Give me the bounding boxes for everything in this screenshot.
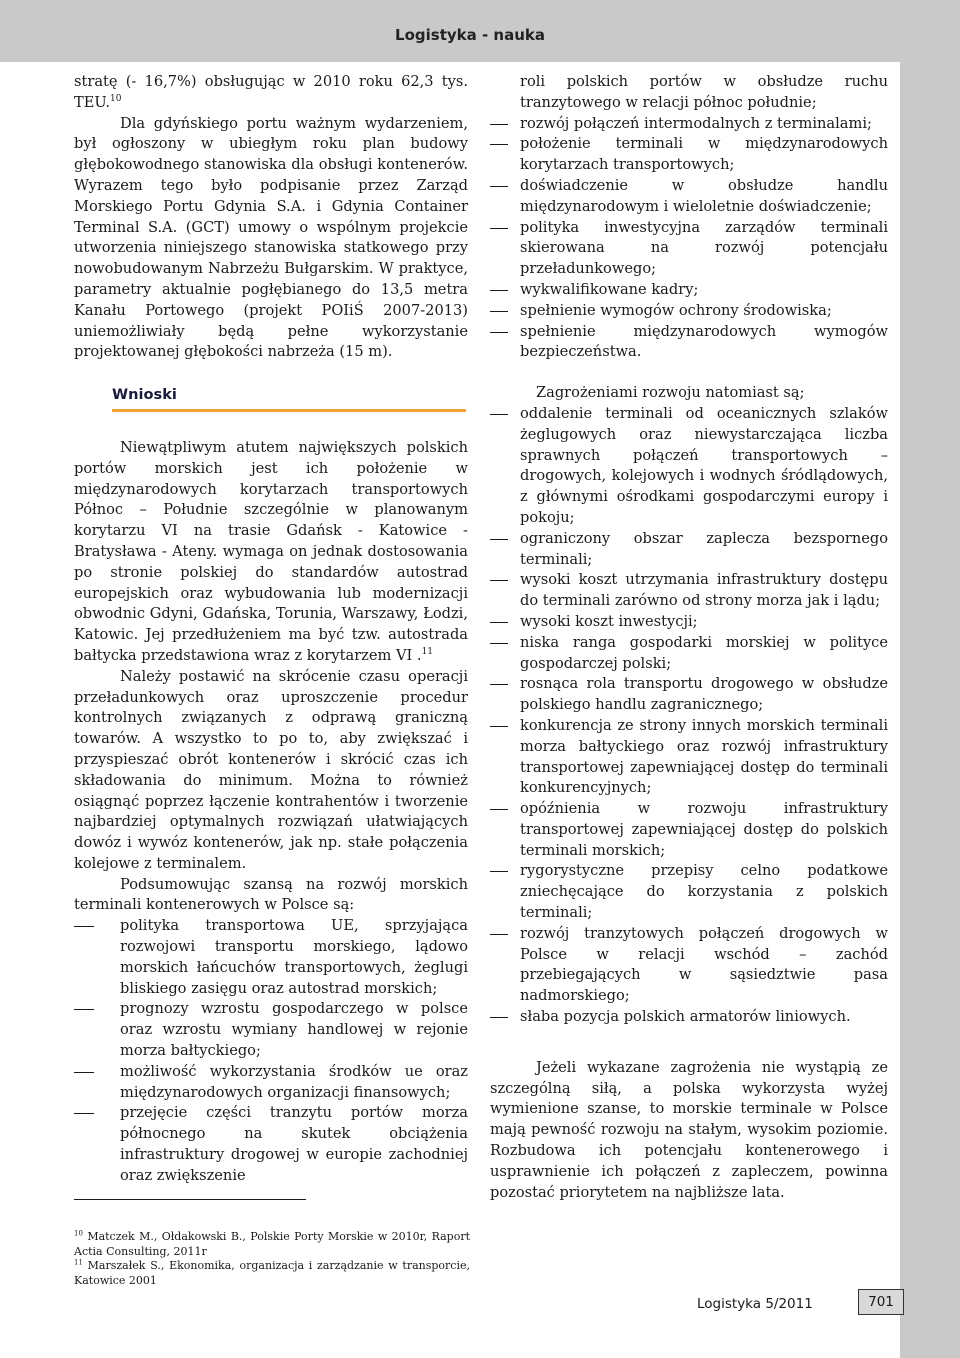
list-item: rozwój połączeń intermodalnych z terminalami; <box>490 114 888 135</box>
threats-list <box>490 404 888 1028</box>
section-heading <box>112 385 466 412</box>
list-item: rozwój tranzytowych połączeń drogowych w Polsce w relacji wschód – zachód przebiegających w sąsiedztwie pasa nadmorskiego; <box>490 924 888 1007</box>
list-item: wykwalifikowane kadry; <box>490 280 888 301</box>
list-item: wysoki koszt inwestycji; <box>490 612 888 633</box>
footnote-10: $^{10}$ Matczek M., Ołdakowski B., Polskie Porty Morskie w 2010r, Raport Actia Consulting, 2011r <box>74 1229 470 1258</box>
journal-label: Logistyka 5/2011 <box>697 1296 813 1312</box>
list-item: niska ranga gospodarki morskiej w polityce gospodarczej polski; <box>490 633 888 675</box>
paragraph-gdynia: Dla gdyńskiego portu ważnym wydarzeniem, był ogłoszony w ubiegłym roku plan budowy głębokowodnego stanowiska dla obsługi kontenerów. Wyrazem tego było podpisanie przez Zarząd Morskiego Portu Gdynia S.A. i Gdynia Container Terminal S.A. (GCT) umowy o wspólnym projekcie utworzenia niniejszego stanowiska statkowego przy nowobudowanym Nabrzeżu Bułgarskim. W praktyce, parametry aktualnie pogłębianego do 13,5 metra Kanału Portowego (projekt POIiŚ 2007-2013) uniemożliwiały będą pełne wykorzystanie projektowanej głębokości nabrzeża (15 m). <box>74 114 468 361</box>
list-item: możliwość wykorzystania środków ue oraz międzynarodowych organizacji finansowych; <box>74 1062 468 1104</box>
list-item: konkurencja ze strony innych morskich terminali morza bałtyckiego oraz rozwój infrastruktury transportowej zapewniającej dostęp do terminali konkurencyjnych; <box>490 716 888 799</box>
list-item: rosnąca rola transportu drogowego w obsłudze polskiego handlu zagranicznego; <box>490 674 888 716</box>
footnotes <box>74 1230 470 1288</box>
page-header <box>0 0 960 62</box>
list-item: przejęcie części tranzytu portów morza północnego na skutek obciążenia infrastruktury drogowej w europie zachodniej oraz zwiększenie <box>74 1103 468 1186</box>
list-item: rygorystyczne przepisy celno podatkowe zniechęcające do korzystania z polskich terminali; <box>490 861 888 923</box>
left-column <box>74 72 468 1187</box>
list-item: polityka inwestycyjna zarządów terminali skierowana na rozwój potencjału przeładunkowego; <box>490 218 888 280</box>
paragraph-conclusions-1: Niewątpliwym atutem największych polskich portów morskich jest ich położenie w międzynarodowych korytarzach transportowych Północ – Południe szczególnie w planowanym korytarzu VI na trasie Gdańsk - Katowice - Bratysława - Ateny. wymaga on jednak dostosowania po stronie polskiej do standardów autostrad europejskich oraz wybudowania lub modernizacji obwodnic Gdyni, Gdańska, Torunia, Warszawy, Łodzi, Katowic. Jej przedłużeniem ma być tzw. autostrada bałtycka przedstawiona wraz z korytarzem VI .$^{11}$ <box>74 438 468 664</box>
list-item: spełnienie wymogów ochrony środowiska; <box>490 301 888 322</box>
list-item: polityka transportowa UE, sprzyjająca rozwojowi transportu morskiego, lądowo morskich łańcuchów transportowych, żeglugi bliskiego zasięgu oraz autostrad morskich; <box>74 916 468 999</box>
paragraph-summary: Podsumowując szansą na rozwój morskich terminali kontenerowych w Polsce są: <box>74 875 468 914</box>
footnote-separator <box>74 1199 306 1200</box>
opportunities-list <box>74 916 468 1186</box>
footnote-ref-11: 11 <box>421 647 434 658</box>
list-item: wysoki koszt utrzymania infrastruktury dostępu do terminali zarówno od strony morza jak i lądu; <box>490 570 888 612</box>
list-item: oddalenie terminali od oceanicznych szlaków żeglugowych oraz niewystarczająca liczba sprawnych połączeń transportowych – drogowych, kolejowych i wodnych śródlądowych, z głównymi ośrodkami gospodarczymi europy i pokoju; <box>490 404 888 529</box>
paragraph-conclusions-2: Należy postawić na skrócenie czasu operacji przeładunkowych oraz uproszczenie procedur kontrolnych związanych z odprawą graniczną towarów. A wszystko to po to, aby zwiększać i przyspieszać obrót kontenerów i skrócić czas ich składowania do minimum. Można to również osiągnąć poprzez łączenie kontrahentów i tworzenie najbardziej optymalnych rozwiązań ułatwiających dowóz i wywóz kontenerów, jak np. stałe połączenia kolejowe z terminalem. <box>74 667 468 872</box>
list-item: ograniczony obszar zaplecza bezspornego terminali; <box>490 529 888 571</box>
list-item: doświadczenie w obsłudze handlu międzynarodowym i wieloletnie doświadczenie; <box>490 176 888 218</box>
right-margin-band <box>900 62 960 1358</box>
section-title: Wnioski <box>112 386 177 404</box>
footnote-11: $^{11}$ Marszałek S., Ekonomika, organizacja i zarządzanie w transporcie, Katowice 2001 <box>74 1258 470 1287</box>
list-item: słaba pozycja polskich armatorów liniowych. <box>490 1007 888 1028</box>
list-item: prognozy wzrostu gospodarczego w polsce oraz wzrostu wymiany handlowej w rejonie morza bałtyckiego; <box>74 999 468 1061</box>
list-item: spełnienie międzynarodowych wymogów bezpieczeństwa. <box>490 322 888 364</box>
list-item: położenie terminali w międzynarodowych korytarzach transportowych; <box>490 134 888 176</box>
threats-intro: Zagrożeniami rozwoju natomiast są; <box>536 384 805 402</box>
footnote-ref-10: 10 <box>110 93 122 104</box>
header-title: Logistyka - nauka <box>395 26 545 44</box>
list-item-continuation: roli polskich portów w obsłudze ruchu tranzytowego w relacji północ południe; <box>520 73 888 111</box>
paragraph-final: Jeżeli wykazane zagrożenia nie wystąpią ze szczególną siłą, a polska wykorzysta wyżej wymienione szanse, to morskie terminale w Polsce mają pewność rozwoju na stałym, wysokim poziomie. Rozbudowa ich potencjału kontenerowego i usprawnienie ich połączeń z zapleczem, powinna pozostać priorytetem na najbliższe lata. <box>490 1058 888 1201</box>
paragraph-continuation: stratę (- 16,7%) obsługując w 2010 roku 62,3 tys. TEU.$^{10}$ <box>74 73 468 111</box>
page-number: 701 <box>858 1289 904 1315</box>
list-item: opóźnienia w rozwoju infrastruktury transportowej zapewniającej dostęp do polskich terminali morskich; <box>490 799 888 861</box>
right-column <box>490 72 888 1203</box>
opportunities-list-continued <box>490 72 888 363</box>
